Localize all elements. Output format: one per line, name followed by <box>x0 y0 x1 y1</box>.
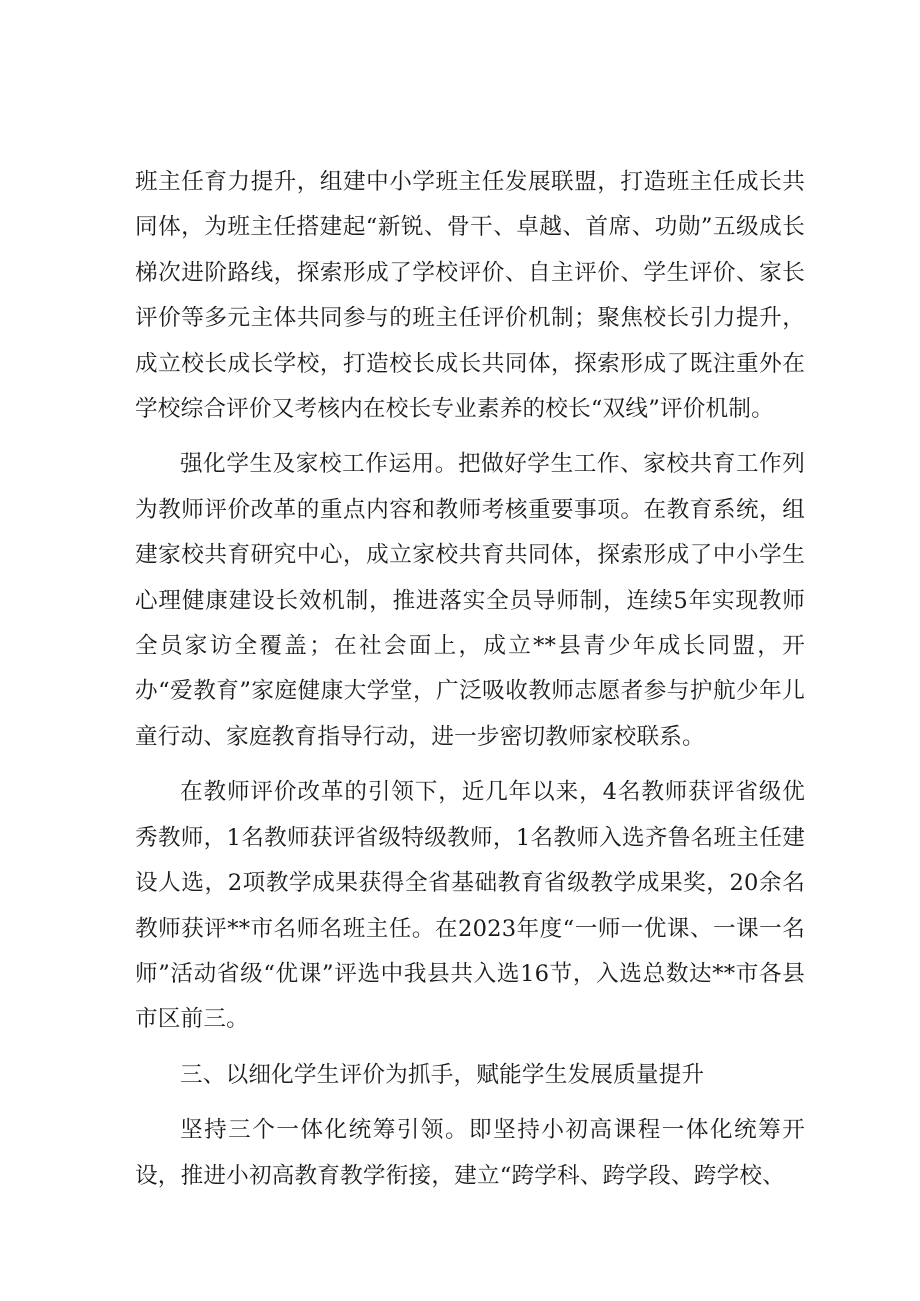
paragraph-head-teacher-evaluation: 班主任育力提升，组建中小学班主任发展联盟，打造班主任成长共同体，为班主任搭建起“新锐、骨干、卓越、首席、功勋”五级成长梯次进阶路线，探索形成了学校评价、自主评价、学生评价、家长评价等多元主体共同参与的班主任评价机制；聚焦校长引力提升，成立校长成长学校，打造校长成长共同体，探索形成了既注重外在学校综合评价又考核内在校长专业素养的校长“双线”评价机制。 <box>135 169 805 423</box>
paragraph-three-integration: 坚持三个一体化统筹引领。即坚持小初高课程一体化统筹开设，推进小初高教育教学衔接，建立“跨学科、跨学段、跨学校、 <box>135 1117 805 1189</box>
paragraph-student-home-school-work: 强化学生及家校工作运用。把做好学生工作、家校共育工作列为教师评价改革的重点内容和教师考核重要事项。在教育系统，组建家校共育研究中心，成立家校共育共同体，探索形成了中小学生心理健康建设长效机制，推进落实全员导师制，连续5年实现教师全员家访全覆盖；在社会面上，成立**县青少年成长同盟，开办“爱教育”家庭健康大学堂，广泛吸收教师志愿者参与护航少年儿童行动、家庭教育指导行动，进一步密切教师家校联系。 <box>135 451 805 750</box>
paragraph-reform-achievements: 在教师评价改革的引领下，近几年以来，4名教师获评省级优秀教师，1名教师获评省级特级教师，1名教师入选齐鲁名班主任建设人选，2项教学成果获得全省基础教育省级教学成果奖，20余名教师获评**市名师名班主任。在2023年度“一师一优课、一课一名师”活动省级“优课”评选中我县共入选16节，入选总数达**市各县市区前三。 <box>135 779 805 1033</box>
document-body <box>135 160 805 1199</box>
section-heading-student-evaluation: 三、以细化学生评价为抓手，赋能学生发展质量提升 <box>180 1061 705 1088</box>
